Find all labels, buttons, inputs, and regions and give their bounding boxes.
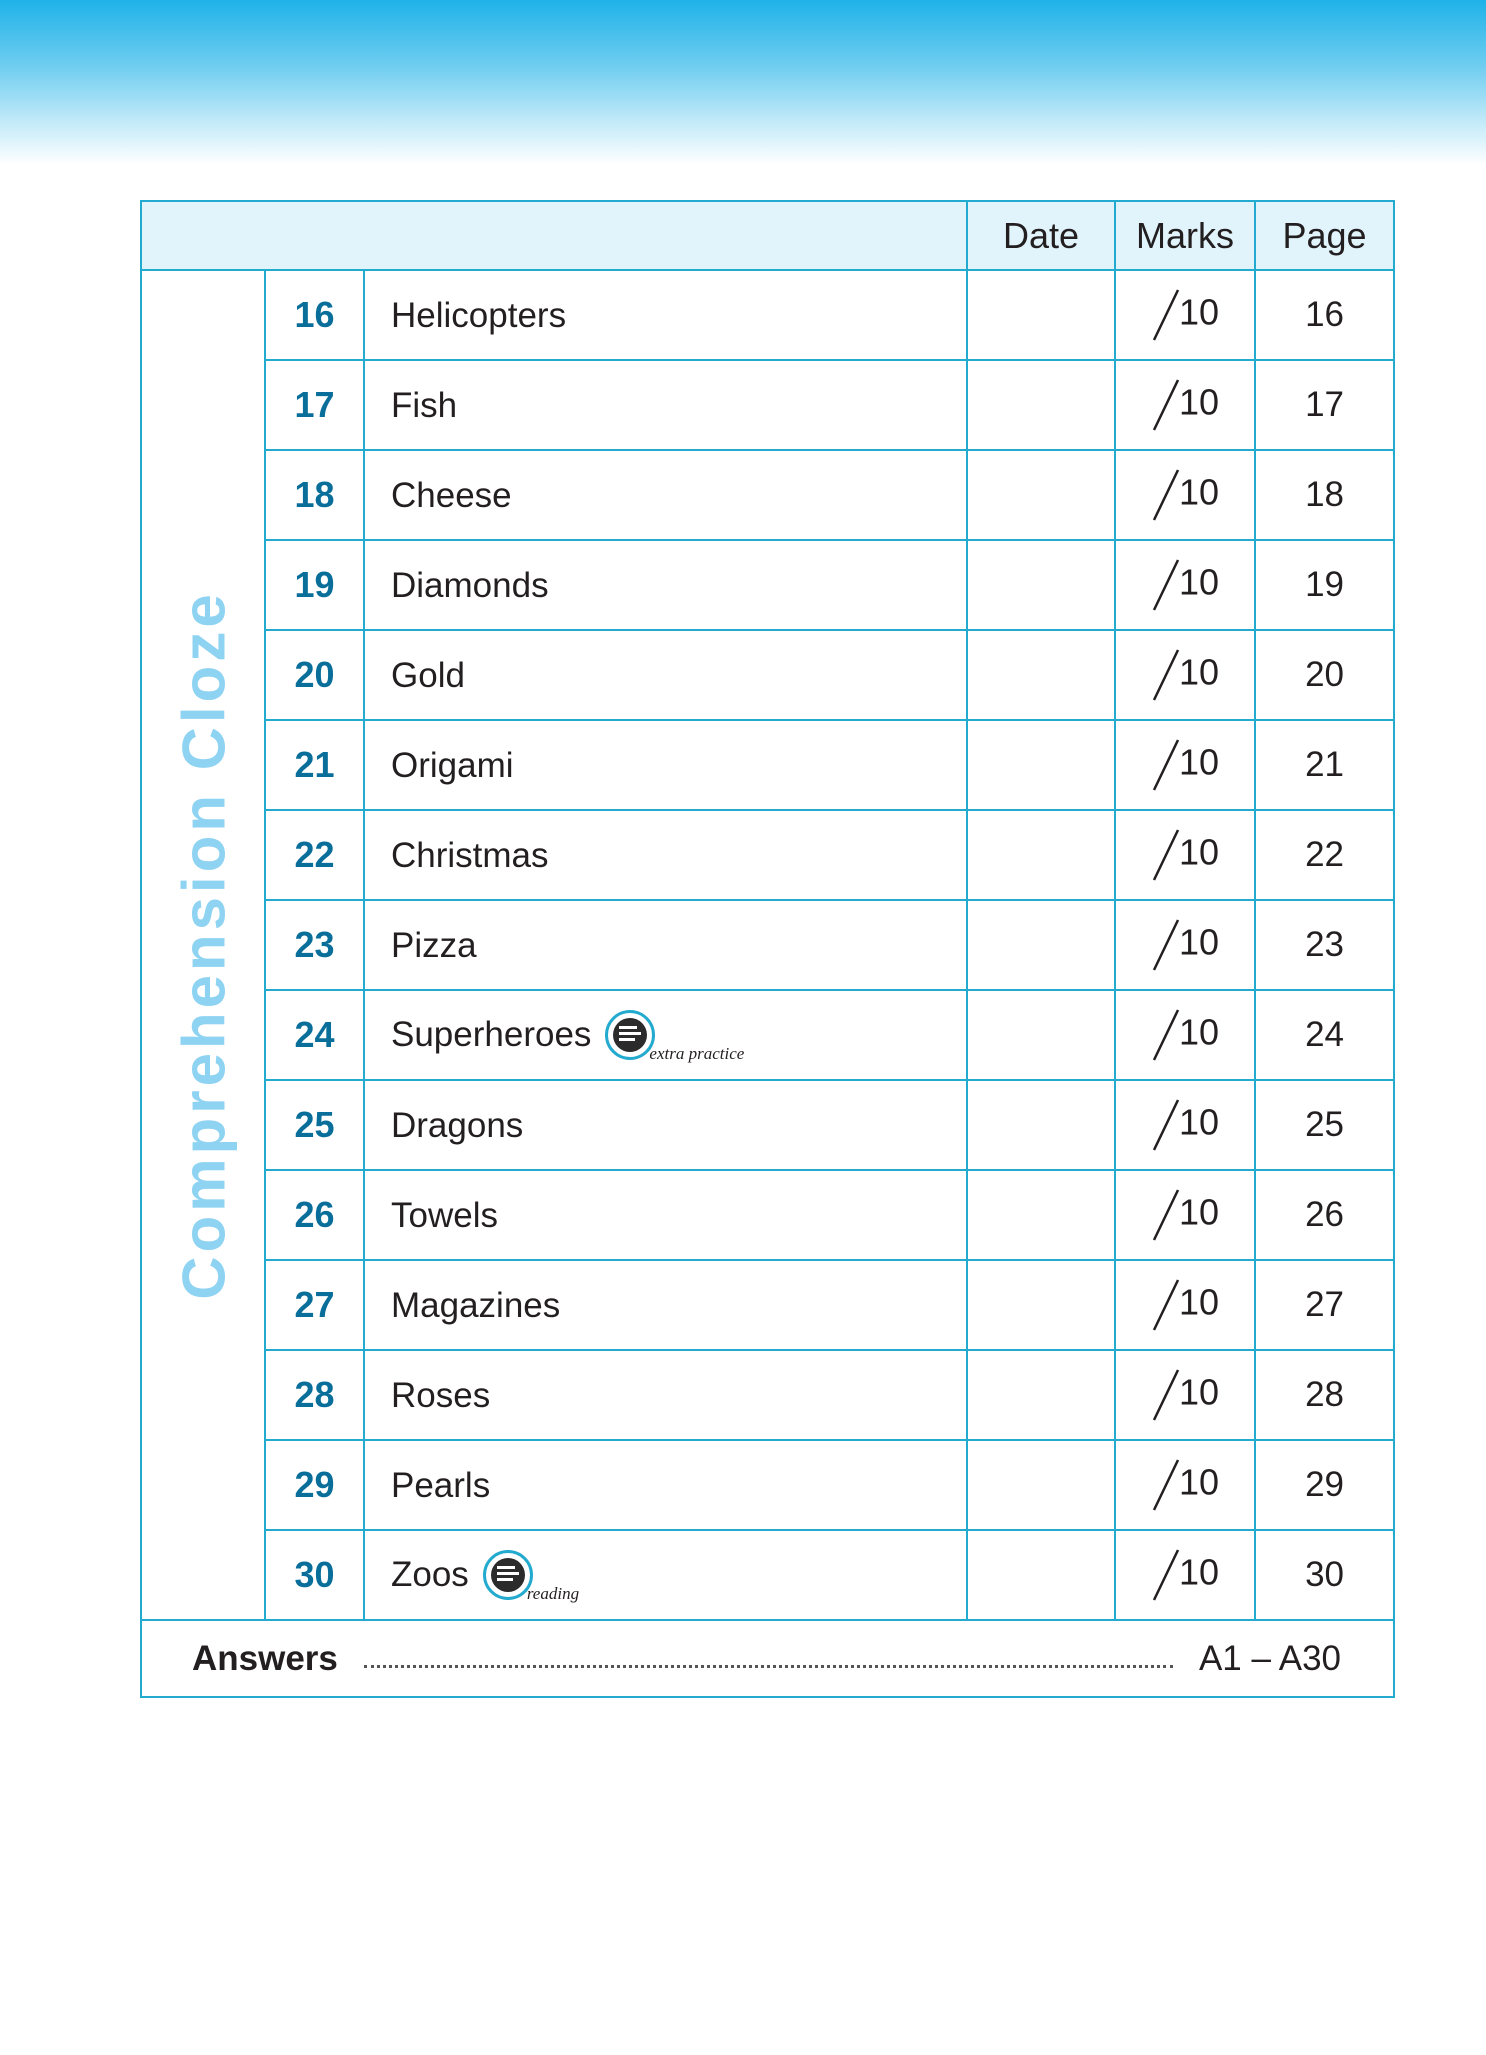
unit-title: Pearls: [391, 1465, 491, 1505]
page-number: 27: [1255, 1260, 1394, 1350]
marks-cell: [1115, 1080, 1255, 1170]
unit-number: 25: [265, 1080, 364, 1170]
table-row: [141, 900, 1394, 990]
table-row: [141, 450, 1394, 540]
unit-title: Fish: [391, 385, 458, 425]
contents-rows: [141, 270, 1394, 1620]
header-blank-cell: [141, 201, 967, 270]
unit-title: Roses: [391, 1375, 491, 1415]
unit-title-cell: [364, 990, 967, 1080]
marks-total: 10: [1179, 1551, 1220, 1593]
unit-title-cell: [364, 1350, 967, 1440]
unit-title-cell: [364, 1080, 967, 1170]
unit-number: 28: [265, 1350, 364, 1440]
marks-cell: [1115, 630, 1255, 720]
marks-slash-icon: [1151, 737, 1181, 793]
unit-number: 27: [265, 1260, 364, 1350]
unit-title: Origami: [391, 745, 514, 785]
marks-cell: [1115, 1530, 1255, 1620]
marks-slash-icon: [1151, 1277, 1181, 1333]
marks-total: 10: [1179, 651, 1220, 693]
page-number: 24: [1255, 990, 1394, 1080]
date-entry-cell: [967, 270, 1115, 360]
unit-title: Zoos: [391, 1555, 469, 1594]
unit-title: Cheese: [391, 475, 512, 515]
date-entry-cell: [967, 360, 1115, 450]
unit-title: Superheroes: [391, 1015, 592, 1054]
table-row: [141, 1530, 1394, 1620]
contents-table: [140, 200, 1395, 1698]
unit-title: Gold: [391, 655, 465, 695]
marks-cell: [1115, 720, 1255, 810]
unit-title-cell: [364, 630, 967, 720]
unit-title: Pizza: [391, 925, 477, 965]
page-number: 19: [1255, 540, 1394, 630]
date-entry-cell: [967, 990, 1115, 1080]
marks-slash-icon: [1151, 1457, 1181, 1513]
date-entry-cell: [967, 720, 1115, 810]
table-header-row: [141, 201, 1394, 270]
unit-number: 30: [265, 1530, 364, 1620]
unit-title-cell: [364, 1170, 967, 1260]
marks-slash-icon: [1151, 827, 1181, 883]
page-number: 29: [1255, 1440, 1394, 1530]
unit-number: 17: [265, 360, 364, 450]
marks-total: 10: [1179, 1191, 1220, 1233]
marks-cell: [1115, 1260, 1255, 1350]
unit-title-cell: [364, 360, 967, 450]
table-row: [141, 810, 1394, 900]
unit-title: Helicopters: [391, 295, 567, 335]
table-row: [141, 630, 1394, 720]
date-entry-cell: [967, 540, 1115, 630]
unit-number: 23: [265, 900, 364, 990]
marks-slash-icon: [1151, 287, 1181, 343]
marks-cell: [1115, 1170, 1255, 1260]
unit-title: Magazines: [391, 1285, 561, 1325]
unit-title-cell: [364, 1530, 967, 1620]
section-title: Comprehension Cloze: [170, 590, 238, 1300]
section-title-cell: [141, 270, 265, 1620]
marks-cell: [1115, 270, 1255, 360]
marks-cell: [1115, 810, 1255, 900]
answers-cell: [141, 1620, 1394, 1697]
page-number: 23: [1255, 900, 1394, 990]
marks-slash-icon: [1151, 917, 1181, 973]
unit-title-cell: [364, 450, 967, 540]
unit-title-cell: [364, 810, 967, 900]
date-entry-cell: [967, 450, 1115, 540]
marks-total: 10: [1179, 741, 1220, 783]
date-entry-cell: [967, 1170, 1115, 1260]
marks-slash-icon: [1151, 467, 1181, 523]
unit-badge: [483, 1550, 580, 1603]
unit-badge: [605, 1010, 745, 1063]
marks-total: 10: [1179, 921, 1220, 963]
unit-number: 29: [265, 1440, 364, 1530]
marks-slash-icon: [1151, 1097, 1181, 1153]
date-entry-cell: [967, 630, 1115, 720]
table-row: [141, 1170, 1394, 1260]
table-row: [141, 720, 1394, 810]
unit-badge-label: reading: [526, 1584, 580, 1603]
answers-page-range: A1 – A30: [1198, 1638, 1342, 1678]
page-number: 17: [1255, 360, 1394, 450]
marks-cell: [1115, 900, 1255, 990]
marks-total: 10: [1179, 831, 1220, 873]
marks-slash-icon: [1151, 1007, 1181, 1063]
page-number: 16: [1255, 270, 1394, 360]
table-row: [141, 540, 1394, 630]
page-number: 22: [1255, 810, 1394, 900]
reading-icon: [483, 1550, 533, 1600]
unit-title: Dragons: [391, 1105, 524, 1145]
page-number: 26: [1255, 1170, 1394, 1260]
extra-practice-icon: [605, 1010, 655, 1060]
unit-number: 18: [265, 450, 364, 540]
table-row: [141, 1350, 1394, 1440]
unit-title-cell: [364, 1260, 967, 1350]
marks-total: 10: [1179, 561, 1220, 603]
marks-slash-icon: [1151, 1187, 1181, 1243]
table-row: [141, 990, 1394, 1080]
date-entry-cell: [967, 1350, 1115, 1440]
unit-title-cell: [364, 1440, 967, 1530]
unit-title: Christmas: [391, 835, 549, 875]
page-number: 20: [1255, 630, 1394, 720]
page-number: 28: [1255, 1350, 1394, 1440]
answers-label: Answers: [192, 1638, 338, 1678]
marks-total: 10: [1179, 1371, 1220, 1413]
marks-total: 10: [1179, 1281, 1220, 1323]
unit-number: 16: [265, 270, 364, 360]
date-entry-cell: [967, 810, 1115, 900]
date-entry-cell: [967, 900, 1115, 990]
date-entry-cell: [967, 1260, 1115, 1350]
unit-title: Diamonds: [391, 565, 549, 605]
unit-title-cell: [364, 540, 967, 630]
page-column-header: Page: [1255, 201, 1394, 270]
marks-slash-icon: [1151, 1547, 1181, 1603]
marks-cell: [1115, 540, 1255, 630]
table-row: [141, 360, 1394, 450]
unit-number: 20: [265, 630, 364, 720]
marks-total: 10: [1179, 1011, 1220, 1053]
unit-badge-label: extra practice: [649, 1044, 745, 1063]
date-entry-cell: [967, 1080, 1115, 1170]
page-number: 30: [1255, 1530, 1394, 1620]
answers-row: [141, 1620, 1394, 1697]
marks-slash-icon: [1151, 1367, 1181, 1423]
date-entry-cell: [967, 1440, 1115, 1530]
unit-title-cell: [364, 720, 967, 810]
marks-column-header: Marks: [1115, 201, 1255, 270]
marks-cell: [1115, 1350, 1255, 1440]
date-entry-cell: [967, 1530, 1115, 1620]
unit-title: Towels: [391, 1195, 498, 1235]
table-row: [141, 1260, 1394, 1350]
unit-number: 21: [265, 720, 364, 810]
unit-number: 24: [265, 990, 364, 1080]
marks-total: 10: [1179, 471, 1220, 513]
marks-cell: [1115, 990, 1255, 1080]
marks-total: 10: [1179, 291, 1220, 333]
page-number: 18: [1255, 450, 1394, 540]
answers-dot-leader: [364, 1665, 1173, 1668]
marks-total: 10: [1179, 1461, 1220, 1503]
date-column-header: Date: [967, 201, 1115, 270]
marks-slash-icon: [1151, 647, 1181, 703]
table-row: [141, 270, 1394, 360]
marks-cell: [1115, 360, 1255, 450]
marks-total: 10: [1179, 381, 1220, 423]
marks-slash-icon: [1151, 557, 1181, 613]
unit-number: 19: [265, 540, 364, 630]
unit-title-cell: [364, 900, 967, 990]
marks-cell: [1115, 1440, 1255, 1530]
marks-total: 10: [1179, 1101, 1220, 1143]
page-number: 25: [1255, 1080, 1394, 1170]
top-gradient-band: [0, 0, 1486, 165]
marks-slash-icon: [1151, 377, 1181, 433]
page-number: 21: [1255, 720, 1394, 810]
unit-title-cell: [364, 270, 967, 360]
table-row: [141, 1440, 1394, 1530]
table-row: [141, 1080, 1394, 1170]
unit-number: 22: [265, 810, 364, 900]
unit-number: 26: [265, 1170, 364, 1260]
marks-cell: [1115, 450, 1255, 540]
